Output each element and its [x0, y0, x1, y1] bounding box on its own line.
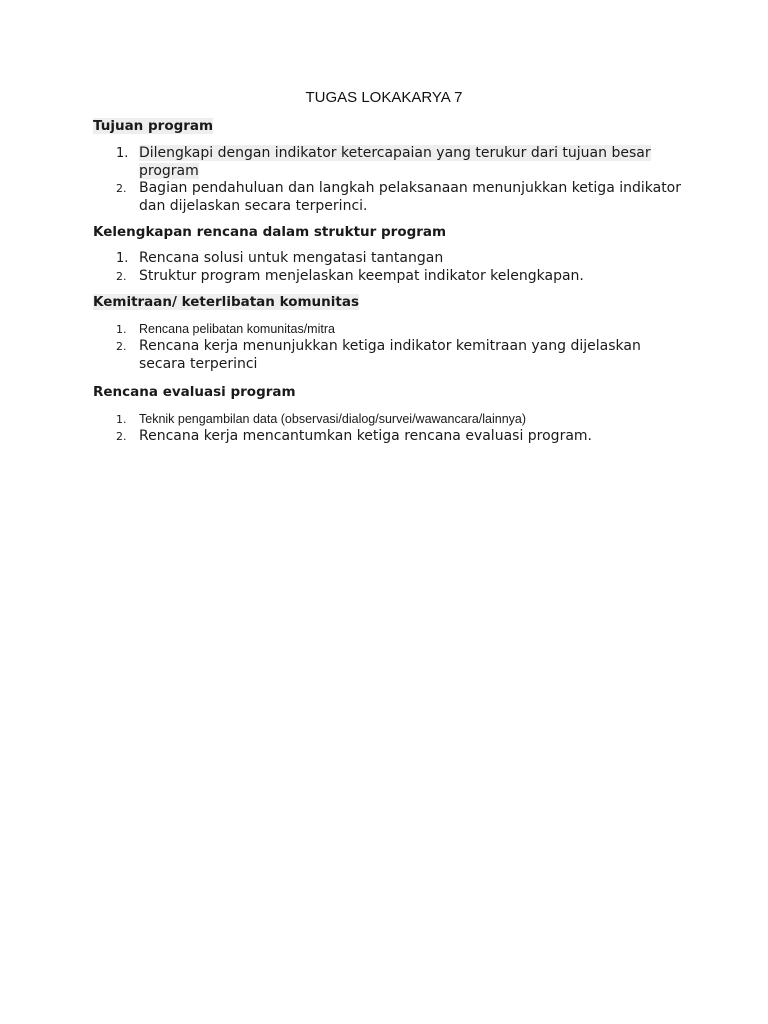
list-text: Teknik pengambilan data (observasi/dialog/survei/wawancara/lainnya) — [139, 412, 527, 426]
section-heading: Kelengkapan rencana dalam struktur program — [93, 224, 447, 240]
list-number: 1. — [116, 146, 129, 161]
list-number: 1. — [116, 323, 127, 336]
list-text: Struktur program menjelaskan keempat indikator kelengkapan. — [139, 267, 584, 284]
section-heading: Kemitraan/ keterlibatan komunitas — [93, 294, 359, 310]
section-tujuan-program — [93, 118, 683, 215]
section-list — [93, 411, 683, 446]
list-number: 1. — [116, 251, 129, 266]
list-text: Rencana solusi untuk mengatasi tantangan — [139, 250, 444, 266]
section-evaluasi — [93, 384, 683, 446]
list-item — [93, 411, 683, 428]
list-text: Rencana kerja menunjukkan ketiga indikator kemitraan yang dijelaskan secara terperinci — [139, 338, 641, 372]
list-number: 1. — [116, 413, 127, 426]
list-item — [93, 321, 683, 338]
list-text: Bagian pendahuluan dan langkah pelaksanaan menunjukkan ketiga indikator dan dijelaskan secara terperinci. — [139, 180, 682, 214]
section-kelengkapan — [93, 224, 683, 285]
list-item — [93, 250, 683, 268]
list-item — [93, 145, 683, 180]
list-item — [93, 268, 683, 286]
document-title: TUGAS LOKAKARYA 7 — [305, 89, 463, 106]
list-text: Rencana kerja mencantumkan ketiga rencana evaluasi program. — [139, 428, 592, 444]
list-text: Rencana pelibatan komunitas/mitra — [139, 322, 335, 336]
list-number: 2. — [116, 430, 127, 443]
list-text: Dilengkapi dengan indikator ketercapaian yang terukur dari tujuan besar program — [139, 145, 651, 179]
section-list — [93, 250, 683, 285]
section-list — [93, 321, 683, 373]
section-list — [93, 145, 683, 215]
list-item — [93, 428, 683, 446]
list-number: 2. — [116, 269, 127, 283]
list-number: 2. — [116, 340, 127, 353]
section-heading: Tujuan program — [93, 118, 214, 134]
list-item — [93, 338, 683, 373]
list-item — [93, 180, 683, 215]
section-heading: Rencana evaluasi program — [93, 384, 296, 400]
list-number: 2. — [116, 182, 127, 195]
section-kemitraan — [93, 294, 683, 373]
